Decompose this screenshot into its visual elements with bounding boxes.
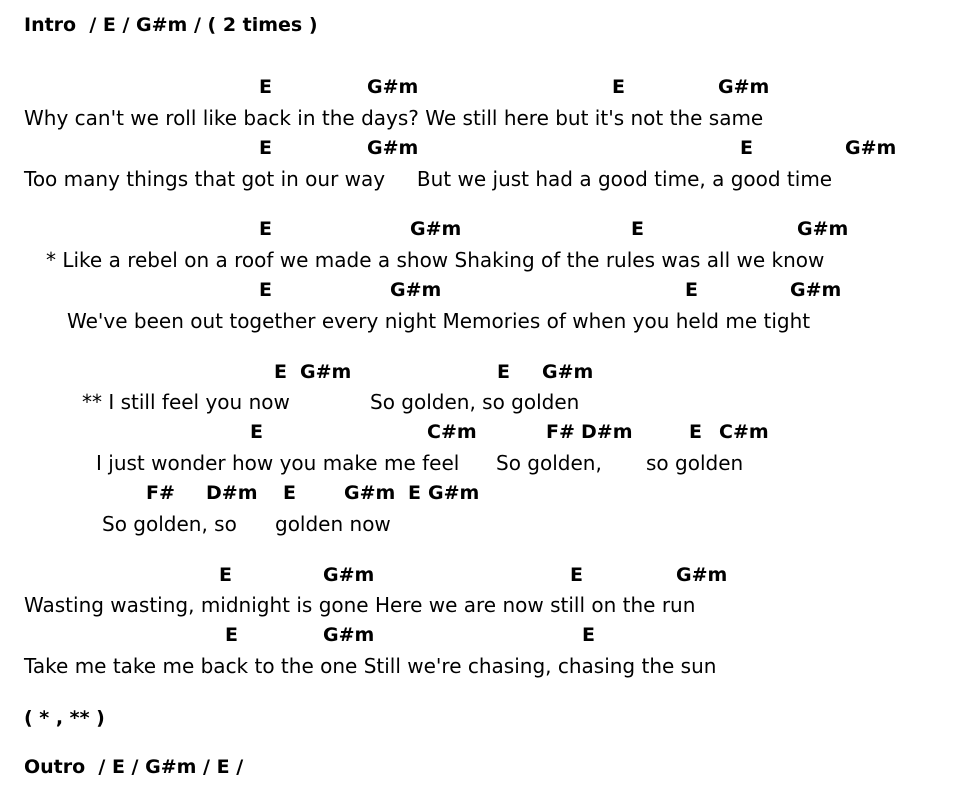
chord-label: G#m [718,76,770,98]
chord-label: E [259,218,272,240]
chord-label: E [274,361,287,383]
chord-label: E [283,482,296,504]
lyric-line: golden now [275,512,391,536]
chord-label: E [497,361,510,383]
chord-label: G#m [390,279,442,301]
lyric-line: Take me take me back to the one Still we're chasing, chasing the sun [24,654,717,678]
chord-label: C#m [719,421,769,443]
chord-label: F# [546,421,575,443]
lyric-line: So golden, [496,451,602,475]
chord-label: E [219,564,232,586]
chord-label: E [631,218,644,240]
chord-label: E [612,76,625,98]
chord-label: G#m [344,482,396,504]
lyric-line: * Like a rebel on a roof we made a show Shaking of the rules was all we know [46,248,825,272]
chord-label: E [582,624,595,646]
lyric-line: Why can't we roll like back in the days? We still here but it's not the same [24,106,764,130]
lyric-line: So golden, so golden [370,390,580,414]
lyric-line: We've been out together every night Memories of when you held me tight [67,309,811,333]
chord-label: E [259,76,272,98]
chord-label: C#m [427,421,477,443]
intro-line: Intro / E / G#m / ( 2 times ) [24,14,318,36]
lyric-line: So golden, so [102,512,237,536]
chord-label: G#m [797,218,849,240]
lyric-line: I just wonder how you make me feel [96,451,460,475]
chord-label: F# [146,482,175,504]
chord-label: G#m [410,218,462,240]
chord-label: G#m [323,624,375,646]
chord-label: D#m [206,482,258,504]
chord-label: E [259,137,272,159]
chord-label: G#m [367,137,419,159]
chord-label: G#m [542,361,594,383]
chord-label: G#m [676,564,728,586]
chord-label: G#m [790,279,842,301]
chord-label: E [740,137,753,159]
chord-label: G#m [300,361,352,383]
chord-label: E [570,564,583,586]
chord-label: E [685,279,698,301]
outro-line: Outro / E / G#m / E / [24,756,244,778]
chord-label: E [225,624,238,646]
chord-label: E [259,279,272,301]
lyric-line: Too many things that got in our way But we just had a good time, a good time [24,167,833,191]
chord-label: E [250,421,263,443]
lyric-line: ** I still feel you now [82,390,290,414]
chord-label: E [408,482,421,504]
chord-label: E [689,421,702,443]
chord-label: G#m [323,564,375,586]
repeat-marker: ( * , ** ) [24,707,105,729]
chord-label: G#m [367,76,419,98]
chord-label: D#m [581,421,633,443]
lyric-line: so golden [646,451,744,475]
chord-label: G#m [428,482,480,504]
chord-label: G#m [845,137,897,159]
lyric-line: Wasting wasting, midnight is gone Here we are now still on the run [24,593,696,617]
